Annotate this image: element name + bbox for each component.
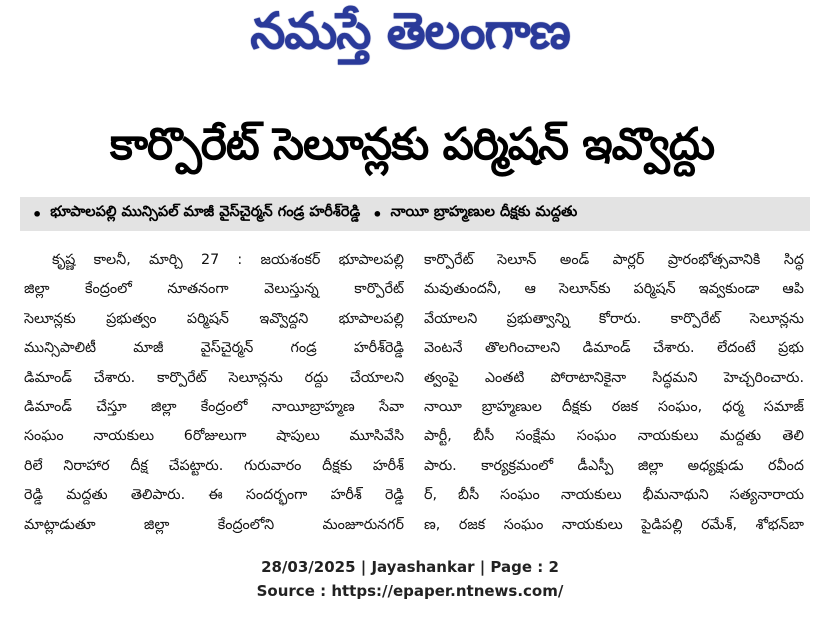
text-line: వేయాలని ప్రభుత్వాన్ని కోరారు. కార్పొరేట్ సెలూన్లను	[424, 310, 804, 327]
source-footer	[0, 555, 820, 603]
text-line: డిమాండ్ చేస్తూ జిల్లా కేంద్రంలో నాయీబ్రాహ్మణ సేవా	[24, 398, 404, 415]
text-line: పార్టీ, బీసీ సంక్షేమ సంఘం నాయకులు మద్దతు తెలి	[424, 428, 804, 445]
bullet-icon: •	[372, 204, 383, 224]
text-line: ణ, రజక సంఘం నాయకులు పైడిపల్లి రమేశ్, శోభన్‌బా	[424, 516, 804, 533]
text-line: వెంటనే తొలగించాలని డిమాండ్ చేశారు. లేదంటే ప్రభు	[424, 340, 804, 357]
text-line: ర్, బీసీ సంఘం నాయకులు భీమనాథుని సత్యనారాయ	[424, 487, 804, 504]
text-line: నాయీ బ్రాహ్మణుల దీక్షకు రజక సంఘం, ధర్మ సమాజ్	[424, 398, 804, 415]
article-headline: కార్పొరేట్ సెలూన్లకు పర్మిషన్ ఇవ్వొద్దు	[109, 119, 715, 170]
text-line: జిల్లా కేంద్రంలో నూతనంగా వెలుస్తున్న కార్పొరేట్	[24, 281, 404, 298]
source-url: Source : https://epaper.ntnews.com/	[256, 582, 564, 600]
subheading-item: నాయీ బ్రాహ్మణుల దీక్షకు మద్దతు	[390, 204, 578, 220]
text-line: సంఘం నాయకులు 6రోజులుగా షాపులు మూసివేసి	[24, 428, 404, 445]
text-line: పారు. కార్యక్రమంలో డీఎస్పీ జిల్లా అధ్యక్షుడు రవీంద	[424, 457, 804, 474]
edition-info: 28/03/2025 | Jayashankar | Page : 2	[261, 558, 559, 576]
bullet-icon: •	[32, 204, 43, 224]
text-line: త్వంపై ఎంతటి పోరాటానికైనా సిద్ధమని హెచ్చరించారు.	[424, 369, 804, 386]
text-line: రెడ్డి మద్దతు తెలిపారు. ఈ సందర్భంగా హరీశ్ రెడ్డి	[24, 487, 404, 504]
article-column-left	[24, 246, 404, 546]
subheading-bar	[20, 197, 810, 231]
text-line: డిమాండ్ చేశారు. కార్పొరేట్ సెలూన్లను రద్దు చేయాలని	[24, 369, 404, 386]
subheading-item: భూపాలపల్లి మున్సిపల్ మాజీ వైస్‌చైర్మన్ గండ్ర హరీశ్‌రెడ్డి	[50, 204, 361, 220]
text-line: మవుతుందనీ, ఆ సెలూన్‌కు పర్మిషన్ ఇవ్వకుండా ఆపి	[424, 281, 804, 298]
text-line: కృష్ణ కాలనీ, మార్చి 27 : జయశంకర్ భూపాలపల్లి	[52, 252, 404, 268]
text-line: సెలూన్లకు ప్రభుత్వం పర్మిషన్ ఇవ్వొద్దని భూపాలపల్లి	[24, 310, 404, 327]
text-line: మాట్లాడుతూ జిల్లా కేంద్రంలోని మంజూరునగర్	[24, 516, 404, 533]
text-line: మున్సిపాలిటీ మాజీ వైస్‌చైర్మన్ గండ్ర హరీశ్‌రెడ్డి	[24, 340, 404, 357]
text-line: కార్పొరేట్ సెలూన్ అండ్ పార్లర్ ప్రారంభోత్సవానికి సిద్ధ	[424, 252, 804, 268]
article-body	[24, 246, 804, 546]
article-column-right	[424, 246, 804, 546]
text-line: రిలే నిరాహార దీక్ష చేపట్టారు. గురువారం దీక్షకు హరీశ్	[24, 457, 404, 474]
newspaper-masthead: నమస్తే తెలంగాణ	[250, 1, 570, 60]
